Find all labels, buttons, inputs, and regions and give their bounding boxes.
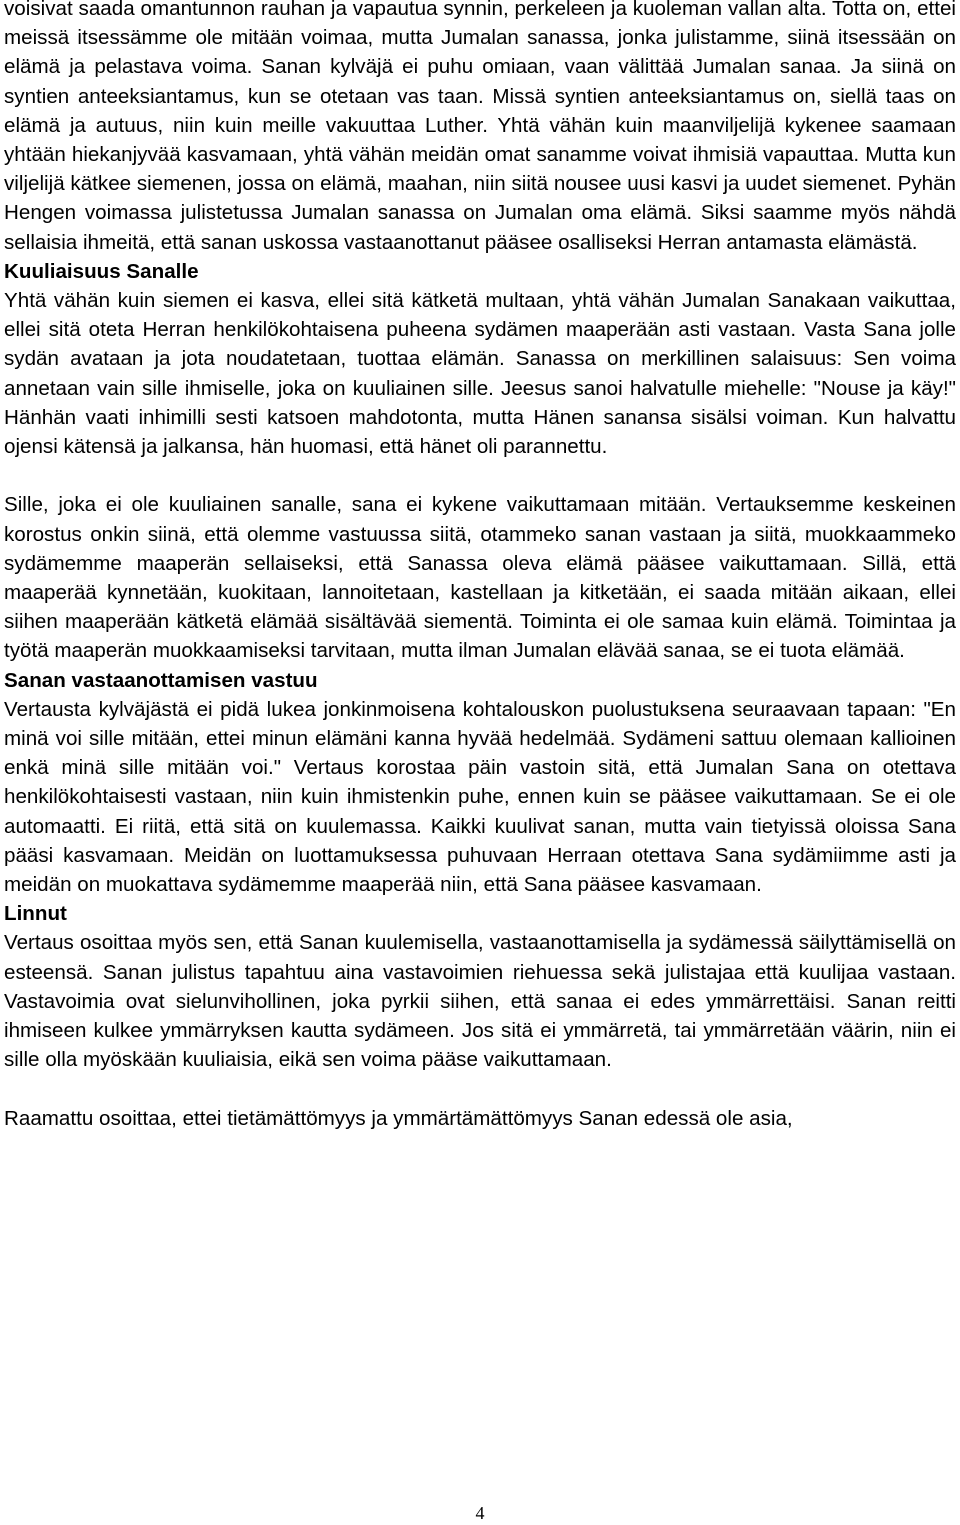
- paragraph-3: Sille, joka ei ole kuuliainen sanalle, sana ei kykene vaikuttamaan mitään. Vertauksemme keskeinen korostus onkin siinä, että olemme vastuussa siitä, otammeko sanan vastaan ja siitä, muokkaammeko sydämemme maaperän sellaiseksi, että Sanassa oleva elämä pääsee vaikuttamaan. Sillä, että maaperää kynnetään, kuokitaan, lannoitetaan, kastellaan ja kitketään, ei saada mitään aikaan, ellei siihen maaperään kätketä elämää sisältävää siementä. Toiminta ei ole samaa kuin elämä. Toimintaa ja työtä maaperän muokkaamiseksi tarvitaan, mutta ilman Jumalan elävää sanaa, se ei tuota elämää.: [4, 493, 956, 663]
- paragraph-2: Yhtä vähän kuin siemen ei kasva, ellei sitä kätketä multaan, yhtä vähän Jumalan Sanakaan vaikuttaa, ellei sitä oteta Herran henkilökohtaisena puheena sydämen maaperään asti vastaan. Vasta Sana jolle sydän avataan ja jota noudatetaan, tuottaa elämän. Sanassa on merkillinen salaisuus: Sen voima annetaan vain sille ihmiselle, joka on kuuliainen sille. Jeesus sanoi halvatulle miehelle: "Nouse ja käy!" Hänhän vaati inhimilli sesti katsoen mahdotonta, mutta Hänen sanansa sisälsi voiman. Kun halvattu ojensi kätensä ja jalkansa, hän huomasi, että hänet oli parannettu.: [4, 289, 956, 459]
- paragraph-1: voisivat saada omantunnon rauhan ja vapautua synnin, perkeleen ja kuoleman vallan alta. Totta on, ettei meissä itsessämme ole mitään voimaa, mutta Jumalan sanassa, jonka julistamme, siinä itsessään on elämä ja pelastava voima. Sanan kylväjä ei puhu omiaan, vaan välittää Jumalan sanaa. Ja siinä on syntien anteeksiantamus, kun se otetaan vas taan. Missä syntien anteeksiantamus on, siellä taas on elämä ja autuus, niin kuin meille vakuuttaa Luther. Yhtä vähän kuin maanviljelijä kykenee saamaan yhtään hiekanjyvää kasvamaan, yhtä vähän meidän omat sanamme voivat ihmisiä vapauttaa. Mutta kun viljelijä kätkee siemenen, jossa on elämä, maahan, niin siitä nousee uusi kasvi ja uudet siemenet. Pyhän Hengen voimassa julistetussa Jumalan sanassa on Jumalan oma elämä. Siksi saamme myös nähdä sellaisia ihmeitä, että sanan uskossa vastaanottanut pääsee osalliseksi Herran antamasta elämästä.: [4, 0, 956, 254]
- heading-sanan-vastaanottamisen-vastuu: Sanan vastaanottamisen vastuu: [4, 668, 318, 692]
- heading-linnut: Linnut: [4, 902, 67, 926]
- paragraph-5: Vertaus osoittaa myös sen, että Sanan kuulemisella, vastaanottamisella ja sydämessä säilyttämisellä on esteensä. Sanan julistus tapahtuu aina vastavoimien riehuessa sekä julistajaa että kuulijaa vastaan. Vastavoimia ovat sielunvihollinen, joka pyrkii siihen, että sanaa ei edes ymmärrettäisi. Sanan reitti ihmiseen kulkee ymmärryksen kautta sydämeen. Jos sitä ei ymmärretä, tai ymmärretään väärin, niin ei sille olla myöskään kuuliaisia, eikä sen voima pääse vaikuttamaan.: [4, 931, 956, 1072]
- document-page: [4, 0, 956, 1133]
- paragraph-6: Raamattu osoittaa, ettei tietämättömyys ja ymmärtämättömyys Sanan edessä ole asia,: [4, 1106, 793, 1130]
- heading-kuuliaisuus-sanalle: Kuuliaisuus Sanalle: [4, 259, 199, 283]
- page-number: 4: [475, 1503, 485, 1523]
- paragraph-4: Vertausta kylväjästä ei pidä lukea jonkinmoisena kohtalouskon puolustuksena seuraavaan tapaan: "En minä voi sille mitään, ettei minun elämäni kanna hyvää hedelmää. Sydämeni sattuu olemaan kallioinen enkä minä sille mitään voi." Vertaus korostaa päin vastoin sitä, että Jumalan Sana on otettava henkilökohtaisesti vastaan, niin kuin ihmistenkin puhe, ennen kuin se pääsee vaikuttamaan. Se ei ole automaatti. Ei riitä, että sitä on kuulemassa. Kaikki kuulivat sanan, mutta vain tietyissä oloissa Sana pääsi kasvamaan. Meidän on luottamuksessa puhuvaan Herraan otettava Sana sydämiimme asti ja meidän on muokattava sydämemme maaperää niin, että Sana pääsee kasvamaan.: [4, 697, 956, 897]
